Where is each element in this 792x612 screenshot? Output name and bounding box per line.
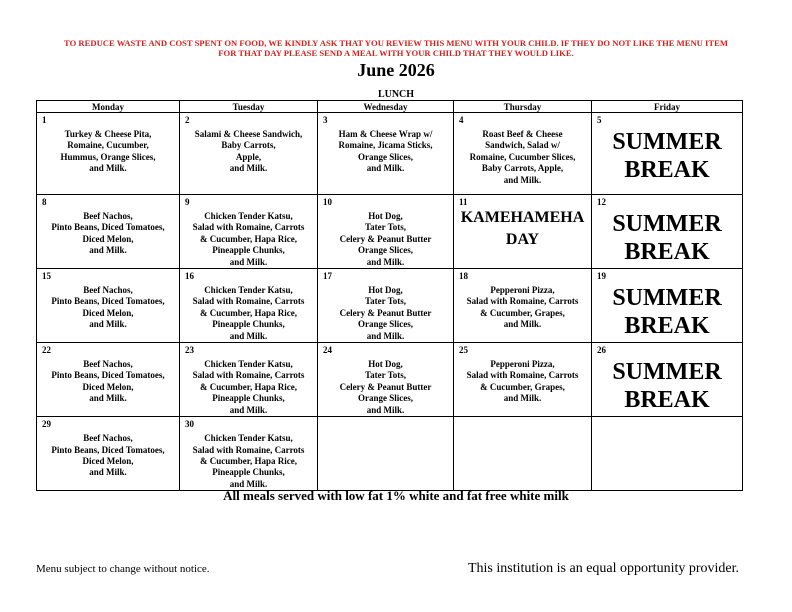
- day-cell: [592, 417, 743, 491]
- week-row: [37, 195, 743, 269]
- weekday-header: Monday: [37, 101, 180, 113]
- menu-calendar: [36, 100, 743, 491]
- day-number: 16: [185, 271, 194, 282]
- day-cell: [180, 343, 318, 417]
- notice-line-2: FOR THAT DAY PLEASE SEND A MEAL WITH YOUR CHILD THAT THEY WOULD LIKE.: [218, 48, 574, 58]
- day-number: 8: [42, 197, 47, 207]
- day-number: 12: [597, 197, 606, 207]
- menu-items: Chicken Tender Katsu, Salad with Romaine, Carrots & Cucumber, Hapa Rice, Pineapple Chunks, and Milk.: [192, 211, 305, 267]
- day-cell: [592, 195, 743, 269]
- menu-items: Pepperoni Pizza, Salad with Romaine, Carrots & Cucumber, Grapes, and Milk.: [466, 359, 579, 404]
- day-number: 17: [323, 271, 332, 282]
- menu-items: Salami & Cheese Sandwich, Baby Carrots, Apple, and Milk.: [194, 129, 303, 174]
- menu-items: Ham & Cheese Wrap w/ Romaine, Jicama Sticks, Orange Slices, and Milk.: [338, 129, 433, 174]
- day-number: 4: [459, 115, 464, 125]
- menu-items: Roast Beef & Cheese Sandwich, Salad w/ Romaine, Cucumber Slices, Baby Carrots, Apple, and Milk.: [469, 129, 576, 185]
- summer-break-label: SUMMER BREAK: [612, 359, 722, 414]
- week-row: [37, 343, 743, 417]
- day-cell: [37, 343, 180, 417]
- day-cell: [180, 195, 318, 269]
- menu-items: Hot Dog, Tater Tots, Celery & Peanut Butter Orange Slices, and Milk.: [339, 285, 432, 341]
- day-number: 23: [185, 345, 194, 356]
- menu-items: Chicken Tender Katsu, Salad with Romaine, Carrots & Cucumber, Hapa Rice, Pineapple Chunks, and Milk.: [192, 433, 305, 489]
- day-number: 18: [459, 271, 468, 282]
- day-number: 26: [597, 345, 606, 356]
- day-number: 24: [323, 345, 332, 356]
- weekday-header-row: [37, 101, 743, 113]
- day-number: 29: [42, 419, 51, 430]
- menu-items: Beef Nachos, Pinto Beans, Diced Tomatoes, Diced Melon, and Milk.: [51, 359, 165, 404]
- day-cell: [454, 417, 592, 491]
- day-cell: [592, 343, 743, 417]
- day-number: 2: [185, 115, 190, 125]
- weekday-header: Friday: [592, 101, 743, 113]
- menu-items: Beef Nachos, Pinto Beans, Diced Tomatoes, Diced Melon, and Milk.: [51, 211, 165, 256]
- menu-items: Hot Dog, Tater Tots, Celery & Peanut Butter Orange Slices, and Milk.: [339, 211, 432, 267]
- weekday-header: Tuesday: [180, 101, 318, 113]
- day-number: 25: [459, 345, 468, 356]
- menu-items: Chicken Tender Katsu, Salad with Romaine, Carrots & Cucumber, Hapa Rice, Pineapple Chunks, and Milk.: [192, 359, 305, 415]
- day-cell: [592, 113, 743, 195]
- day-number: 11: [459, 197, 468, 207]
- menu-items: Chicken Tender Katsu, Salad with Romaine, Carrots & Cucumber, Hapa Rice, Pineapple Chunks, and Milk.: [192, 285, 305, 341]
- day-number: 9: [185, 197, 190, 207]
- day-cell: [454, 195, 592, 269]
- page-title: June 2026: [357, 60, 435, 80]
- summer-break-label: SUMMER BREAK: [612, 211, 722, 265]
- milk-footnote: All meals served with low fat 1% white and fat free white milk: [223, 488, 569, 503]
- day-cell: [37, 417, 180, 491]
- day-cell: [37, 113, 180, 195]
- day-cell: [180, 113, 318, 195]
- menu-items: Hot Dog, Tater Tots, Celery & Peanut Butter Orange Slices, and Milk.: [339, 359, 432, 415]
- day-number: 19: [597, 271, 606, 282]
- day-cell: [37, 195, 180, 269]
- day-cell: [180, 417, 318, 491]
- footer-disclaimer: Menu subject to change without notice.: [36, 563, 210, 575]
- notice-line-1: TO REDUCE WASTE AND COST SPENT ON FOOD, WE KINDLY ASK THAT YOU REVIEW THIS MENU WITH YOUR CHILD. IF THEY DO NOT LIKE THE MENU ITEM: [64, 38, 728, 48]
- day-cell: [37, 269, 180, 343]
- day-cell: [318, 343, 454, 417]
- day-cell: [454, 269, 592, 343]
- day-number: 30: [185, 419, 194, 430]
- footer-equal-opportunity: This institution is an equal opportunity provider.: [467, 561, 739, 576]
- week-row: [37, 113, 743, 195]
- day-cell: [318, 195, 454, 269]
- menu-items: Pepperoni Pizza, Salad with Romaine, Carrots & Cucumber, Grapes, and Milk.: [466, 285, 579, 330]
- weekday-header: Wednesday: [318, 101, 454, 113]
- waste-notice: [36, 38, 756, 58]
- menu-items: Turkey & Cheese Pita, Romaine, Cucumber, Hummus, Orange Slices, and Milk.: [60, 129, 156, 174]
- day-cell: [318, 269, 454, 343]
- day-cell: [318, 417, 454, 491]
- day-cell: [454, 343, 592, 417]
- week-row: [37, 269, 743, 343]
- day-cell: [592, 269, 743, 343]
- meal-label: LUNCH: [377, 89, 415, 100]
- day-number: 5: [597, 115, 602, 125]
- day-number: 3: [323, 115, 328, 125]
- summer-break-label: SUMMER BREAK: [612, 285, 722, 340]
- menu-items: Beef Nachos, Pinto Beans, Diced Tomatoes, Diced Melon, and Milk.: [51, 433, 165, 478]
- day-number: 15: [42, 271, 51, 282]
- weekday-header: Thursday: [454, 101, 592, 113]
- menu-items: Beef Nachos, Pinto Beans, Diced Tomatoes, Diced Melon, and Milk.: [51, 285, 165, 330]
- day-number: 22: [42, 345, 51, 356]
- holiday-label: KAMEHAMEHA DAY: [460, 209, 585, 248]
- day-cell: [318, 113, 454, 195]
- week-row: [37, 417, 743, 491]
- day-number: 10: [323, 197, 332, 207]
- day-cell: [180, 269, 318, 343]
- summer-break-label: SUMMER BREAK: [612, 129, 722, 183]
- day-number: 1: [42, 115, 47, 125]
- day-cell: [454, 113, 592, 195]
